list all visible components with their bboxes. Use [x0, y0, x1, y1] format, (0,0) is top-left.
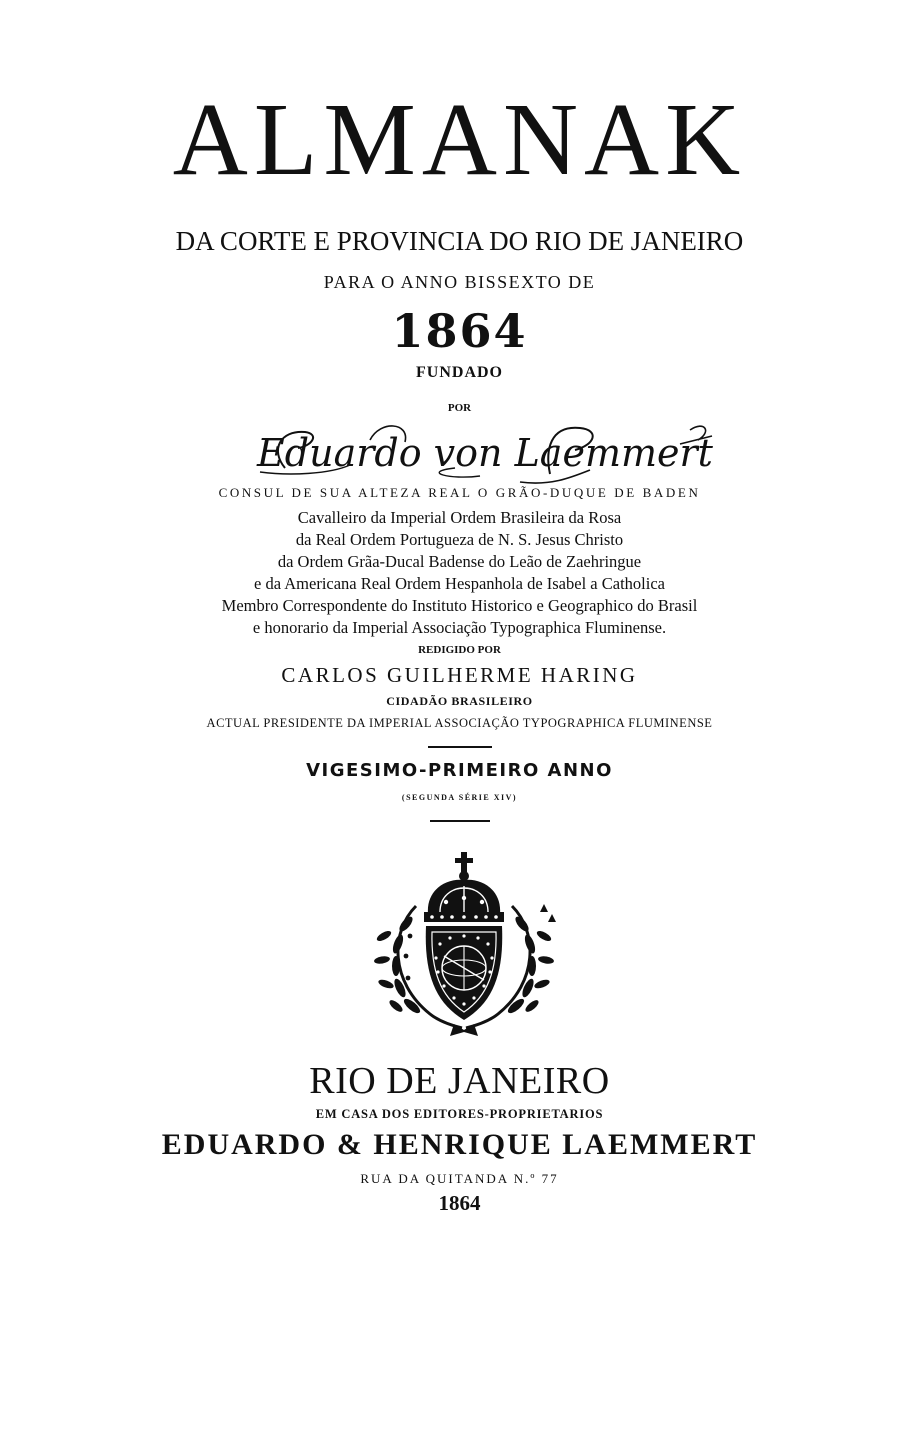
honor-line-5: Membro Correspondente do Instituto Historico e Geographico do Brasil — [221, 596, 698, 615]
edition-label: VIGESIMO-PRIMEIRO ANNO — [306, 760, 613, 781]
em-casa-line: EM CASA DOS EDITORES-PROPRIETARIOS — [315, 1107, 604, 1121]
consul-line: CONSUL DE SUA ALTEZA REAL O GRÃO-DUQUE DE BADEN — [218, 485, 701, 500]
redigido-label: REDIGIDO POR — [418, 644, 501, 656]
publisher-address: RUA DA QUITANDA N.º 77 — [360, 1171, 559, 1186]
honor-line-3: da Ordem Grãa-Ducal Badense do Leão de Zaehringue — [277, 552, 642, 571]
divider-rule-bottom — [430, 820, 490, 822]
honor-line-1: Cavalleiro da Imperial Ordem Brasileira da Rosa — [297, 508, 622, 527]
divider-rule-top — [428, 746, 492, 748]
editor-name: CARLOS GUILHERME HARING — [281, 663, 638, 687]
honor-line-2: da Real Ordem Portugueza de N. S. Jesus Christo — [295, 530, 624, 549]
almanak-title: ALMANAK — [172, 82, 747, 197]
publication-year: 1864 — [438, 1191, 481, 1215]
honor-line-6: e honorario da Imperial Associação Typographica Fluminense. — [252, 618, 667, 637]
para-anno-line: PARA O ANNO BISSEXTO DE — [323, 272, 596, 292]
city-name: RIO DE JANEIRO — [309, 1060, 610, 1102]
founder-signature-text: Eduardo von Laemmert — [257, 431, 713, 475]
subtitle: DA CORTE E PROVINCIA DO RIO DE JANEIRO — [175, 226, 744, 256]
publisher-name: EDUARDO & HENRIQUE LAEMMERT — [161, 1128, 758, 1161]
honor-line-4: e da Americana Real Ordem Hespanhola de Isabel a Catholica — [254, 574, 665, 593]
series-label: (SEGUNDA SÉRIE XIV) — [401, 793, 518, 802]
coat-of-arms-icon — [370, 852, 558, 1038]
editor-status: CIDADÃO BRASILEIRO — [386, 694, 533, 708]
editor-role: ACTUAL PRESIDENTE DA IMPERIAL ASSOCIAÇÃO TYPOGRAPHICA FLUMINENSE — [206, 716, 713, 730]
fundado-label: FUNDADO — [416, 364, 503, 381]
almanac-year: 1864 — [391, 304, 528, 358]
por-label: POR — [447, 402, 472, 414]
founder-signature — [250, 410, 720, 490]
